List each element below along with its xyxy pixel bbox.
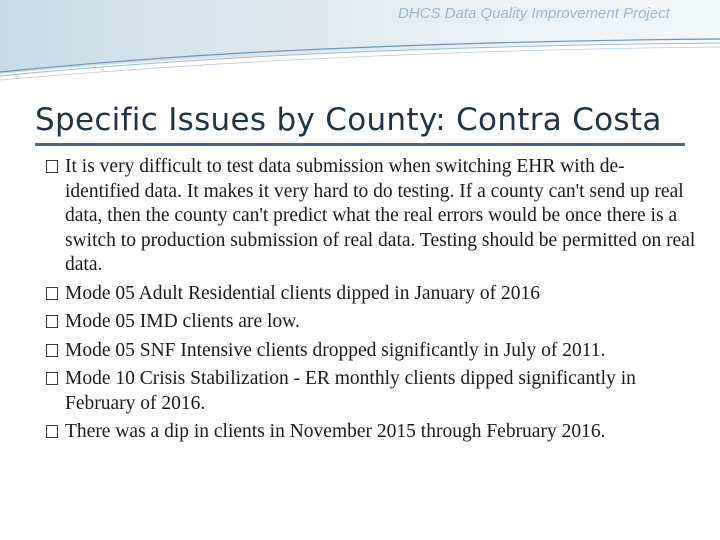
bullet-item — [46, 367, 696, 416]
title-underline — [35, 143, 685, 146]
project-header-title: DHCS Data Quality Improvement Project — [398, 5, 670, 22]
bullet-item — [46, 420, 696, 445]
bullet-item — [46, 282, 696, 307]
bullet-box-icon — [46, 372, 58, 385]
bullet-text: Mode 05 Adult Residential clients dipped in January of 2016 — [65, 282, 540, 304]
bullet-text: Mode 05 SNF Intensive clients dropped significantly in July of 2011. — [65, 339, 606, 361]
bullet-box-icon — [46, 425, 58, 438]
bullet-item — [46, 155, 696, 278]
bullet-item — [46, 339, 696, 364]
bullet-item — [46, 310, 696, 335]
bullet-box-icon — [46, 160, 58, 173]
bullet-box-icon — [46, 344, 58, 357]
bullet-text: Mode 05 IMD clients are low. — [65, 311, 300, 332]
bullet-list — [46, 155, 696, 449]
slide-title: Specific Issues by County: Contra Costa — [35, 102, 662, 138]
bullet-text: It is very difficult to test data submission when switching EHR with de-identified data. It makes it very hard to do testing. If a county can't send up real data, then the county can't predict what the real errors would be once there is a switch to production submission of real data. Testing should be permitted on real data. — [65, 156, 696, 275]
bullet-text: Mode 10 Crisis Stabilization - ER monthly clients dipped significantly in February of 2016. — [65, 368, 636, 414]
bullet-text: There was a dip in clients in November 2015 through February 2016. — [65, 421, 606, 442]
bullet-box-icon — [46, 287, 58, 300]
bullet-box-icon — [46, 315, 58, 328]
